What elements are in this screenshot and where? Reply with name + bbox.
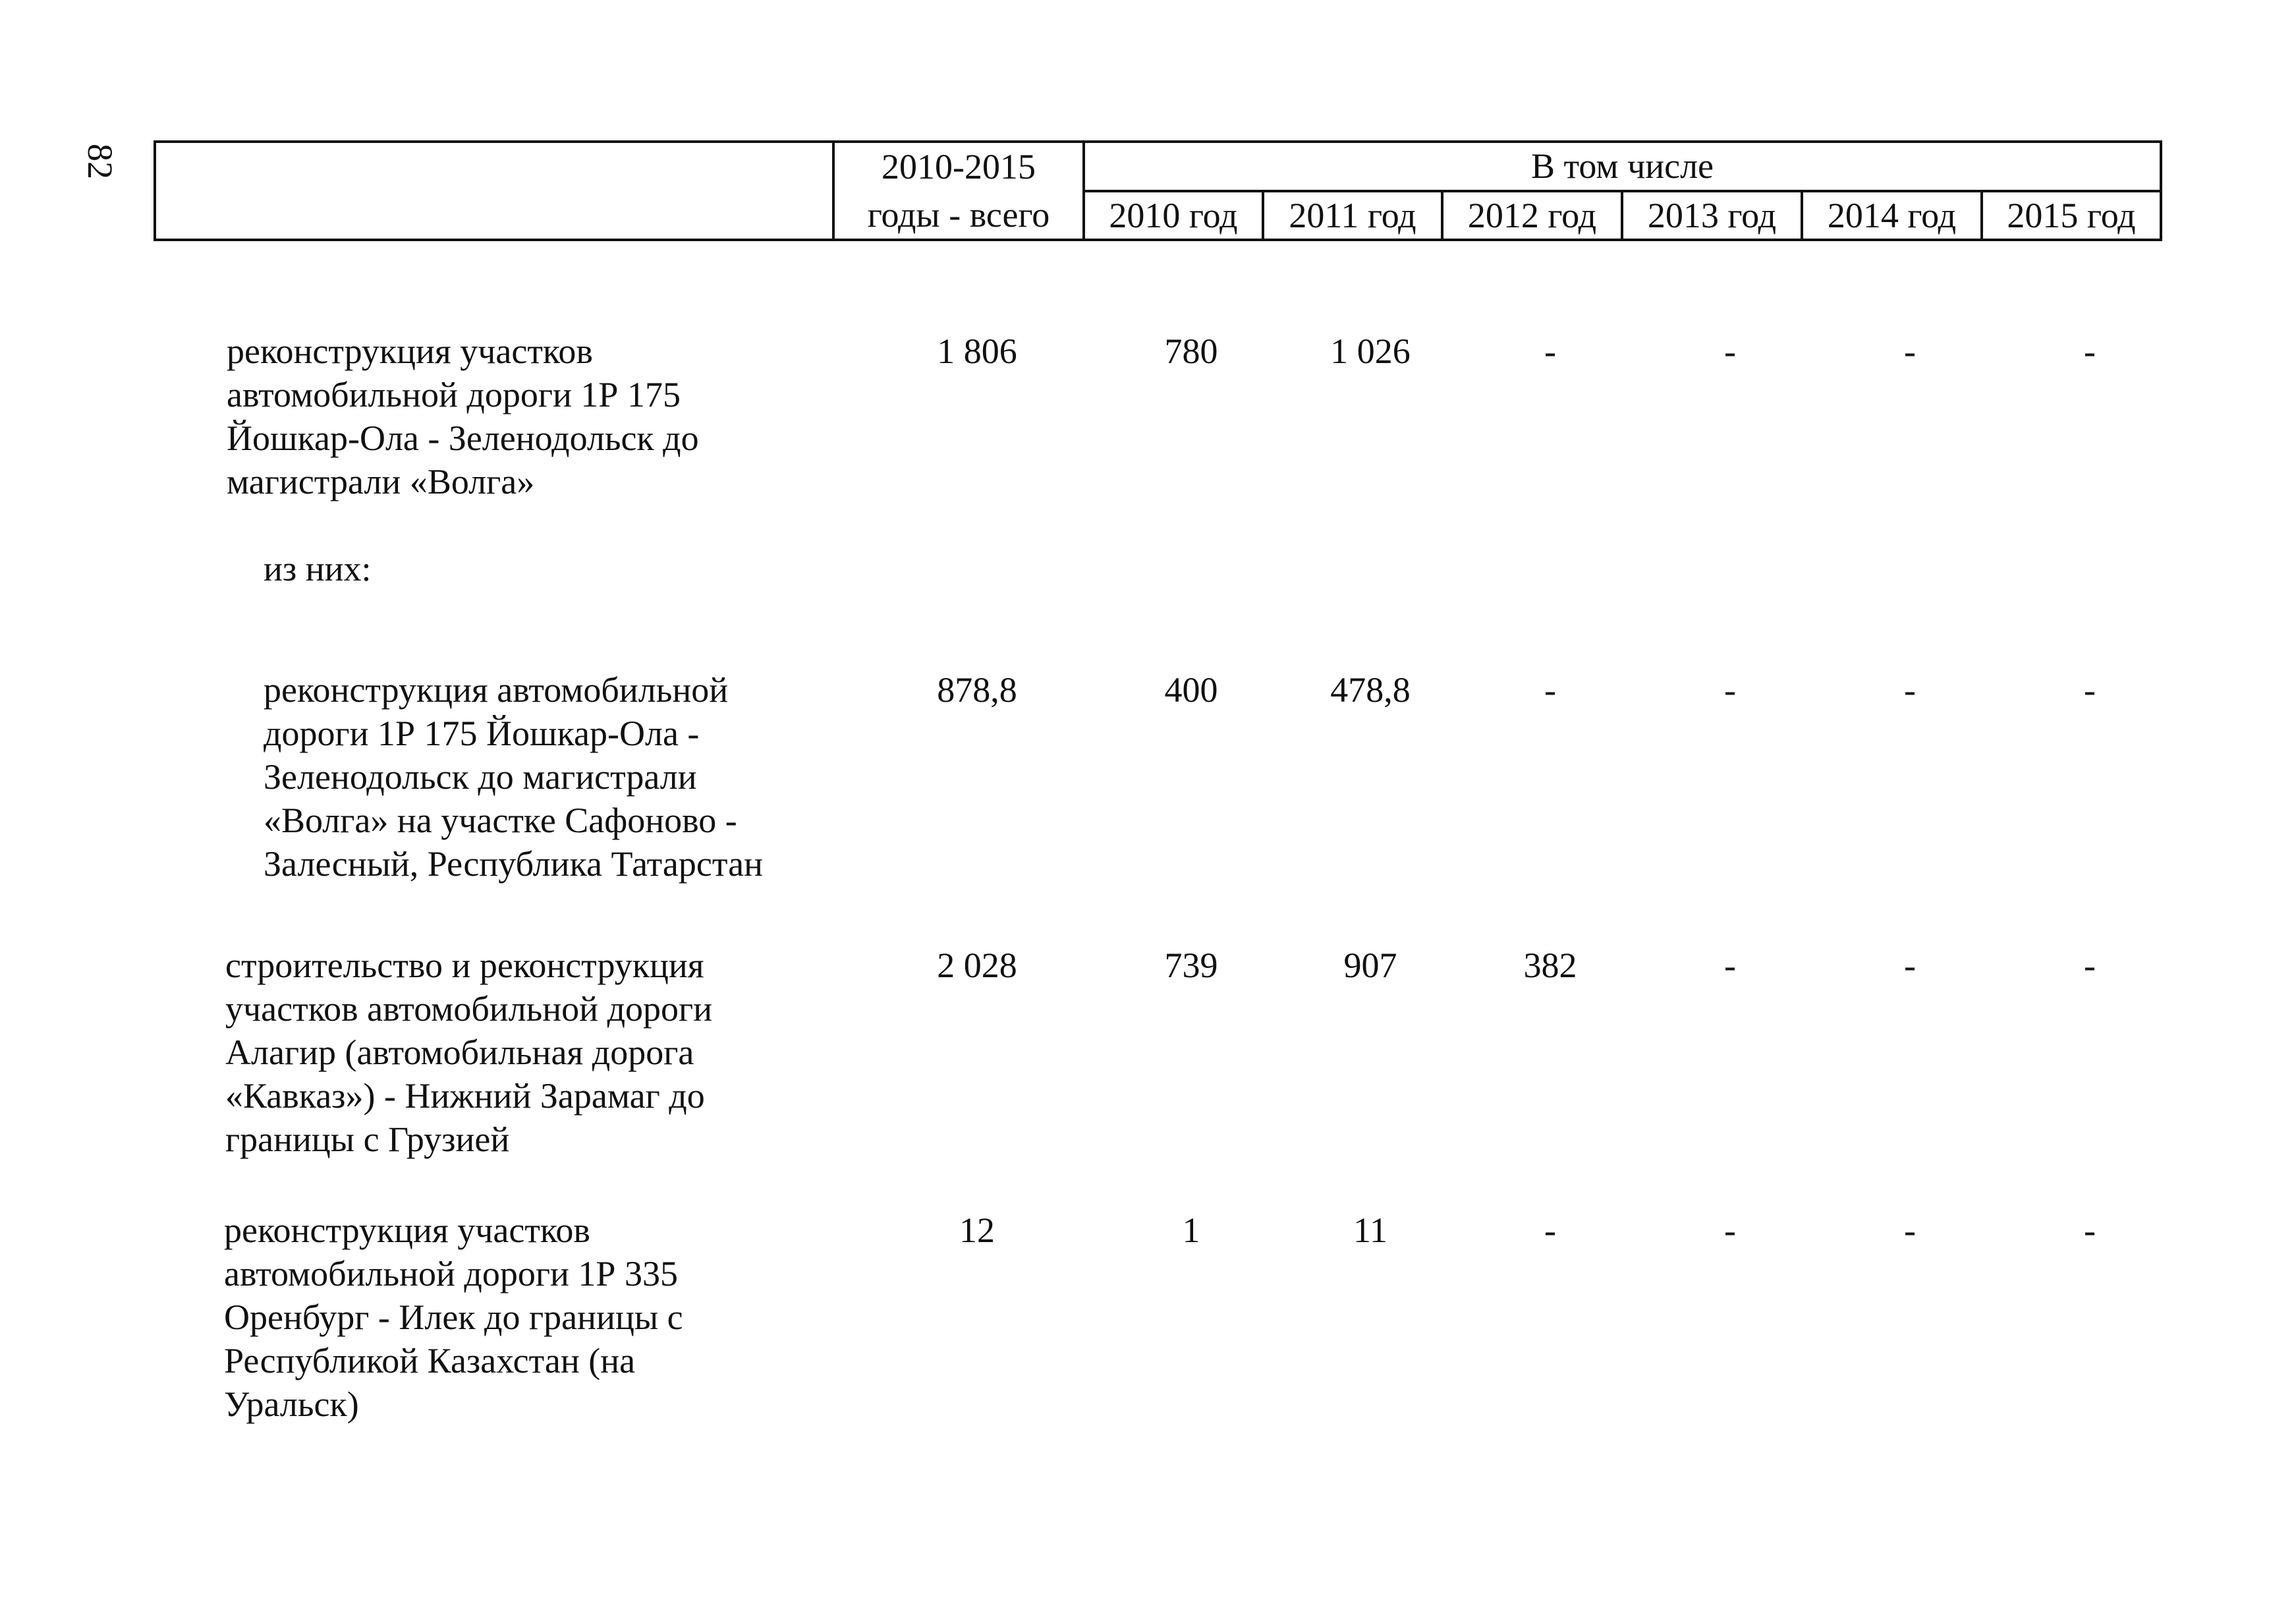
label-line: границы с Грузией [225,1120,510,1159]
label-line: реконструкция участков [224,1210,590,1250]
value-2010: 400 [1164,670,1218,710]
label-line: дороги 1Р 175 Йошкар-Ола - [264,714,700,753]
value-2012: 382 [1523,946,1577,985]
header-year-2011: 2011 год [1263,191,1442,241]
row-label [264,668,763,886]
value-2015: - [2084,946,2096,985]
value-2015: - [2084,670,2096,710]
header-year-2010: 2010 год [1084,191,1263,241]
value-2011: 478,8 [1330,670,1411,710]
value-2011: 1 026 [1330,331,1411,371]
label-line: строительство и реконструкция [225,946,704,985]
header-year-2012: 2012 год [1442,191,1622,241]
label-line: магистрали «Волга» [227,462,535,501]
value-2012: - [1544,670,1556,710]
page-number: 82 [80,144,120,179]
value-2014: - [1904,331,1916,371]
value-2013: - [1724,946,1736,985]
header-total-line2: годы - всего [833,191,1084,241]
value-2014: - [1904,670,1916,710]
value-2013: - [1724,670,1736,710]
value-total: 878,8 [937,670,1017,710]
row-label [227,329,699,503]
label-line: Республикой Казахстан (на [224,1341,636,1380]
value-2014: - [1904,1210,1916,1250]
value-2013: - [1724,1210,1736,1250]
row-label [264,547,372,590]
label-line: Алагир (автомобильная дорога [225,1033,694,1072]
row-label [224,1208,683,1426]
value-2013: - [1724,331,1736,371]
label-line: автомобильной дороги 1Р 335 [224,1254,678,1293]
value-total: 12 [959,1210,995,1250]
value-2012: - [1544,1210,1556,1250]
label-line: автомобильной дороги 1Р 175 [227,375,681,414]
label-line: Уральск) [224,1384,359,1424]
label-line: «Волга» на участке Сафоново - [264,801,737,840]
label-line: Зеленодольск до магистрали [264,757,697,797]
header-year-2015: 2015 год [1982,191,2161,241]
header-year-2014: 2014 год [1802,191,1982,241]
value-2010: 780 [1164,331,1218,371]
label-line: участков автомобильной дороги [225,989,713,1029]
header-including: В том числе [1084,142,2161,191]
value-2011: 11 [1353,1210,1387,1250]
label-line: «Кавказ») - Нижний Зарамаг до [225,1076,705,1116]
value-2012: - [1544,331,1556,371]
header-total-line1: 2010-2015 [833,142,1084,191]
label-line: реконструкция автомобильной [264,670,729,710]
label-line: из них: [264,549,372,588]
value-2014: - [1904,946,1916,985]
row-label [225,944,712,1161]
table-header [154,140,2162,241]
header-name-cell [155,142,833,240]
header-year-2013: 2013 год [1622,191,1802,241]
label-line: Оренбург - Илек до границы с [224,1297,683,1337]
value-2010: 1 [1182,1210,1200,1250]
label-line: Залесный, Республика Татарстан [264,844,763,884]
value-2010: 739 [1164,946,1218,985]
value-2015: - [2084,1210,2096,1250]
value-2011: 907 [1343,946,1397,985]
value-2015: - [2084,331,2096,371]
label-line: реконструкция участков [227,331,593,371]
label-line: Йошкар-Ола - Зеленодольск до [227,418,699,458]
value-total: 1 806 [937,331,1017,371]
value-total: 2 028 [937,946,1017,985]
